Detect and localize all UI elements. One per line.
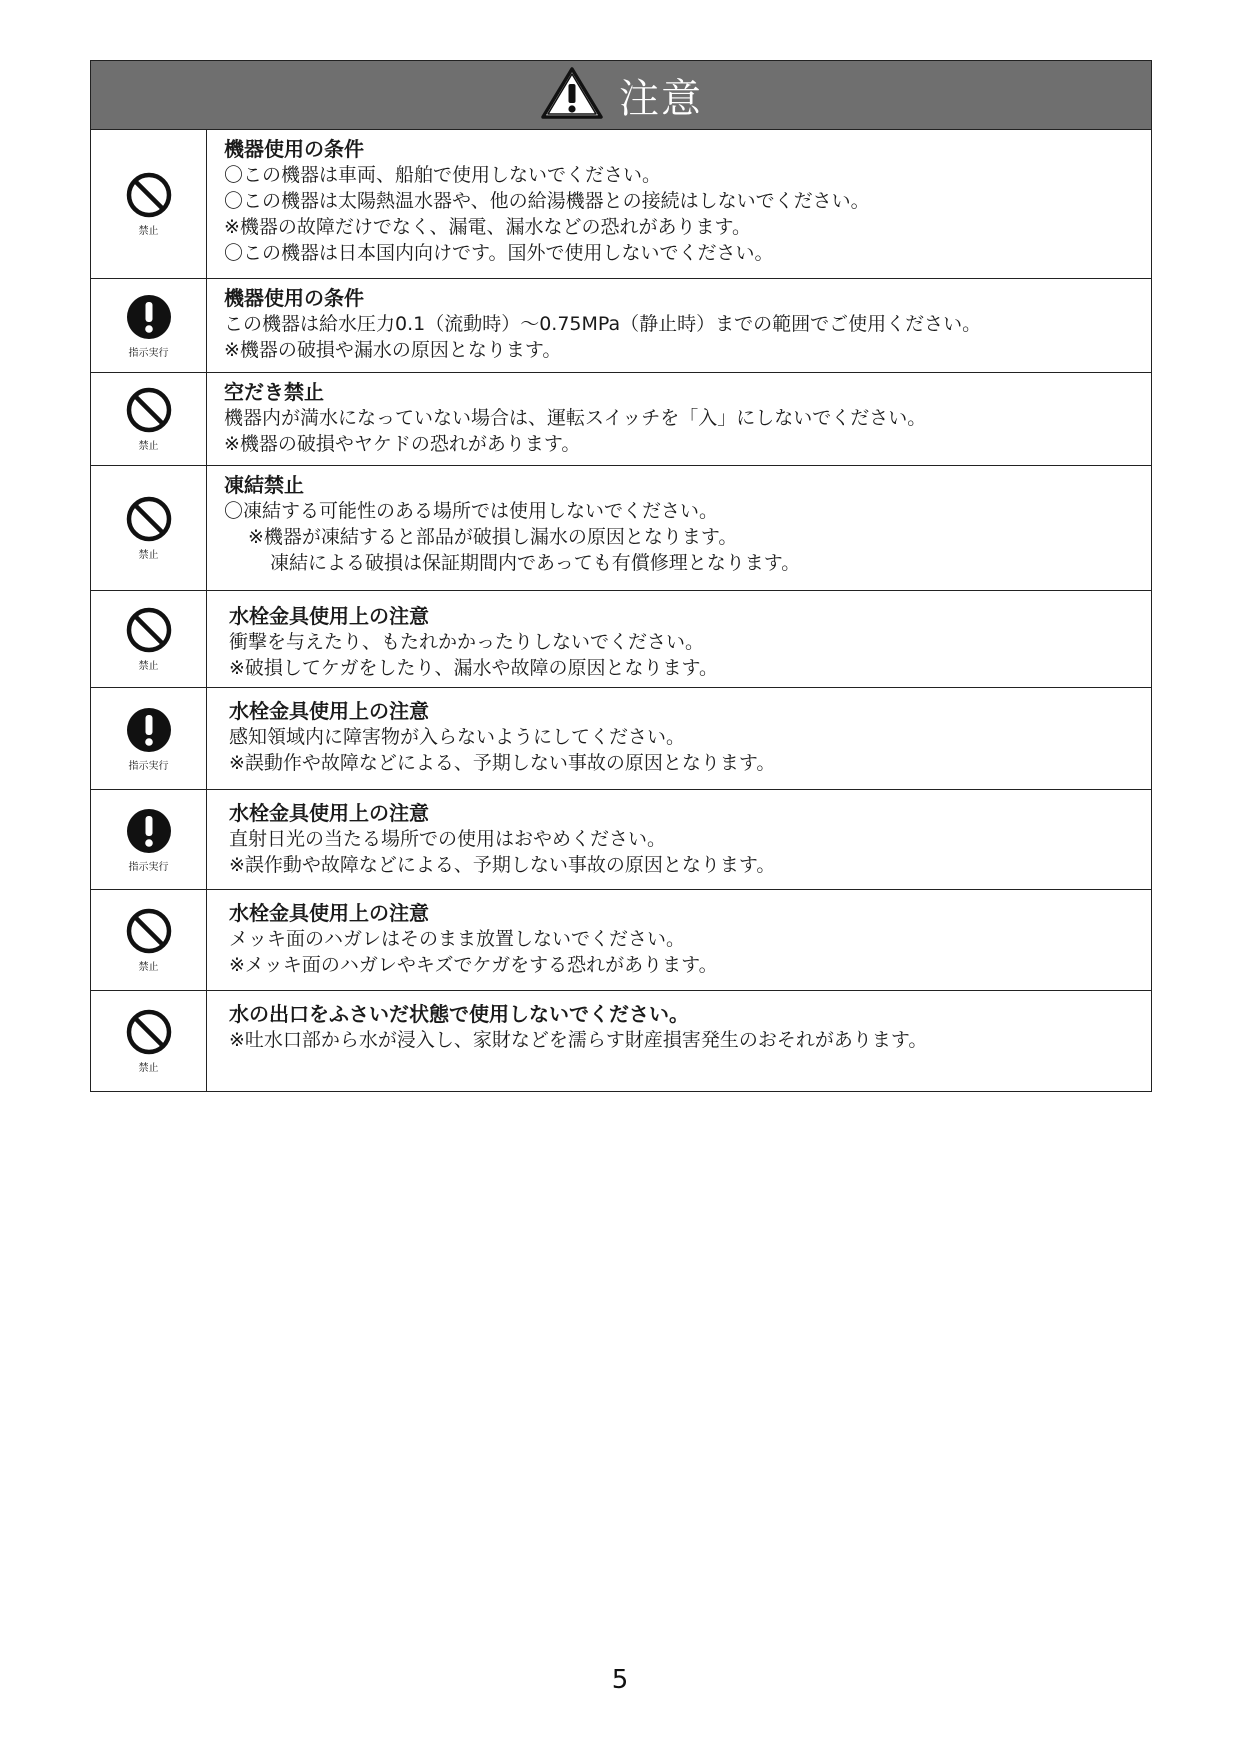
text-cell <box>207 790 1151 889</box>
text-cell <box>207 890 1151 990</box>
row-line: この機器は給水圧力0.1（流動時）～0.75MPa（静止時）までの範囲でご使用ください。 <box>224 313 982 335</box>
row-title: 水栓金具使用上の注意 <box>229 604 429 628</box>
caution-row <box>91 688 1151 790</box>
caution-row <box>91 279 1151 373</box>
row-title: 水栓金具使用上の注意 <box>229 901 429 925</box>
page-number: 5 <box>611 1665 629 1695</box>
row-title: 空だき禁止 <box>224 380 324 404</box>
row-line: ※メッキ面のハガレやキズでケガをする恐れがあります。 <box>229 954 718 976</box>
caution-table <box>90 60 1152 1092</box>
icon-label: 指示実行 <box>128 347 169 359</box>
row-line: ※吐水口部から水が浸入し、家財などを濡らす財産損害発生のおそれがあります。 <box>229 1029 928 1051</box>
icon-cell <box>91 130 207 278</box>
icon-cell <box>91 373 207 465</box>
icon-cell <box>91 591 207 687</box>
row-title: 機器使用の条件 <box>224 286 364 310</box>
icon-label: 禁止 <box>138 1063 159 1074</box>
row-line: 〇この機器は車両、船舶で使用しないでください。 <box>224 164 662 186</box>
row-line: 感知領域内に障害物が入らないようにしてください。 <box>229 726 686 748</box>
row-title: 水栓金具使用上の注意 <box>229 801 429 825</box>
icon-cell <box>91 890 207 990</box>
caution-header <box>91 61 1151 130</box>
icon-label: 禁止 <box>138 226 159 237</box>
row-line: 〇この機器は太陽熱温水器や、他の給湯機器との接続はしないでください。 <box>224 190 870 212</box>
row-line: ※機器の故障だけでなく、漏電、漏水などの恐れがあります。 <box>224 216 752 238</box>
text-cell <box>207 373 1151 465</box>
caution-row <box>91 790 1151 890</box>
text-cell <box>207 279 1151 372</box>
row-line: ※機器の破損やヤケドの恐れがあります。 <box>224 433 581 455</box>
row-line: 〇この機器は日本国内向けです。国外で使用しないでください。 <box>224 242 774 264</box>
icon-cell <box>91 279 207 372</box>
caution-row <box>91 591 1151 688</box>
row-line: 〇凍結する可能性のある場所では使用しないでください。 <box>224 500 719 522</box>
row-line: メッキ面のハガレはそのまま放置しないでください。 <box>229 928 686 950</box>
row-line: 機器内が満水になっていない場合は、運転スイッチを「入」にしないでください。 <box>224 407 927 429</box>
text-cell <box>207 130 1151 278</box>
text-cell <box>207 466 1151 590</box>
row-title: 凍結禁止 <box>224 473 304 497</box>
prohibited-icon <box>125 171 173 219</box>
text-cell <box>207 591 1151 687</box>
row-line: ※誤動作や故障などによる、予期しない事故の原因となります。 <box>229 752 776 774</box>
caution-row <box>91 991 1151 1091</box>
text-cell <box>207 688 1151 789</box>
icon-label: 禁止 <box>138 550 159 561</box>
row-line: ※誤作動や故障などによる、予期しない事故の原因となります。 <box>229 854 776 876</box>
icon-label: 指示実行 <box>128 861 169 873</box>
row-title: 水の出口をふさいだ状態で使用しないでください。 <box>229 1002 689 1026</box>
mandatory-action-icon <box>125 807 173 855</box>
row-line: ※破損してケガをしたり、漏水や故障の原因となります。 <box>229 657 719 679</box>
warning-triangle-icon <box>539 65 605 125</box>
icon-label: 禁止 <box>138 441 159 452</box>
icon-label: 禁止 <box>138 661 159 672</box>
icon-cell <box>91 688 207 789</box>
prohibited-icon <box>125 386 173 434</box>
prohibited-icon <box>125 1008 173 1056</box>
prohibited-icon <box>125 495 173 543</box>
icon-cell <box>91 991 207 1091</box>
caution-row <box>91 130 1151 279</box>
caution-row <box>91 466 1151 591</box>
row-line: 衝撃を与えたり、もたれかかったりしないでください。 <box>229 631 705 653</box>
caution-title: 注意 <box>619 75 703 122</box>
mandatory-action-icon <box>125 293 173 341</box>
prohibited-icon <box>125 606 173 654</box>
icon-label: 指示実行 <box>128 760 169 772</box>
row-title: 機器使用の条件 <box>224 137 364 161</box>
mandatory-action-icon <box>125 706 173 754</box>
prohibited-icon <box>125 907 173 955</box>
caution-row <box>91 890 1151 991</box>
icon-label: 禁止 <box>138 962 159 973</box>
icon-cell <box>91 466 207 590</box>
caution-row <box>91 373 1151 466</box>
row-title: 水栓金具使用上の注意 <box>229 699 429 723</box>
icon-cell <box>91 790 207 889</box>
row-line: ※機器が凍結すると部品が破損し漏水の原因となります。 <box>248 526 738 548</box>
row-line: 直射日光の当たる場所での使用はおやめください。 <box>229 828 667 850</box>
row-line: 凍結による破損は保証期間内であっても有償修理となります。 <box>270 552 801 574</box>
text-cell <box>207 991 1151 1091</box>
row-line: ※機器の破損や漏水の原因となります。 <box>224 339 562 361</box>
